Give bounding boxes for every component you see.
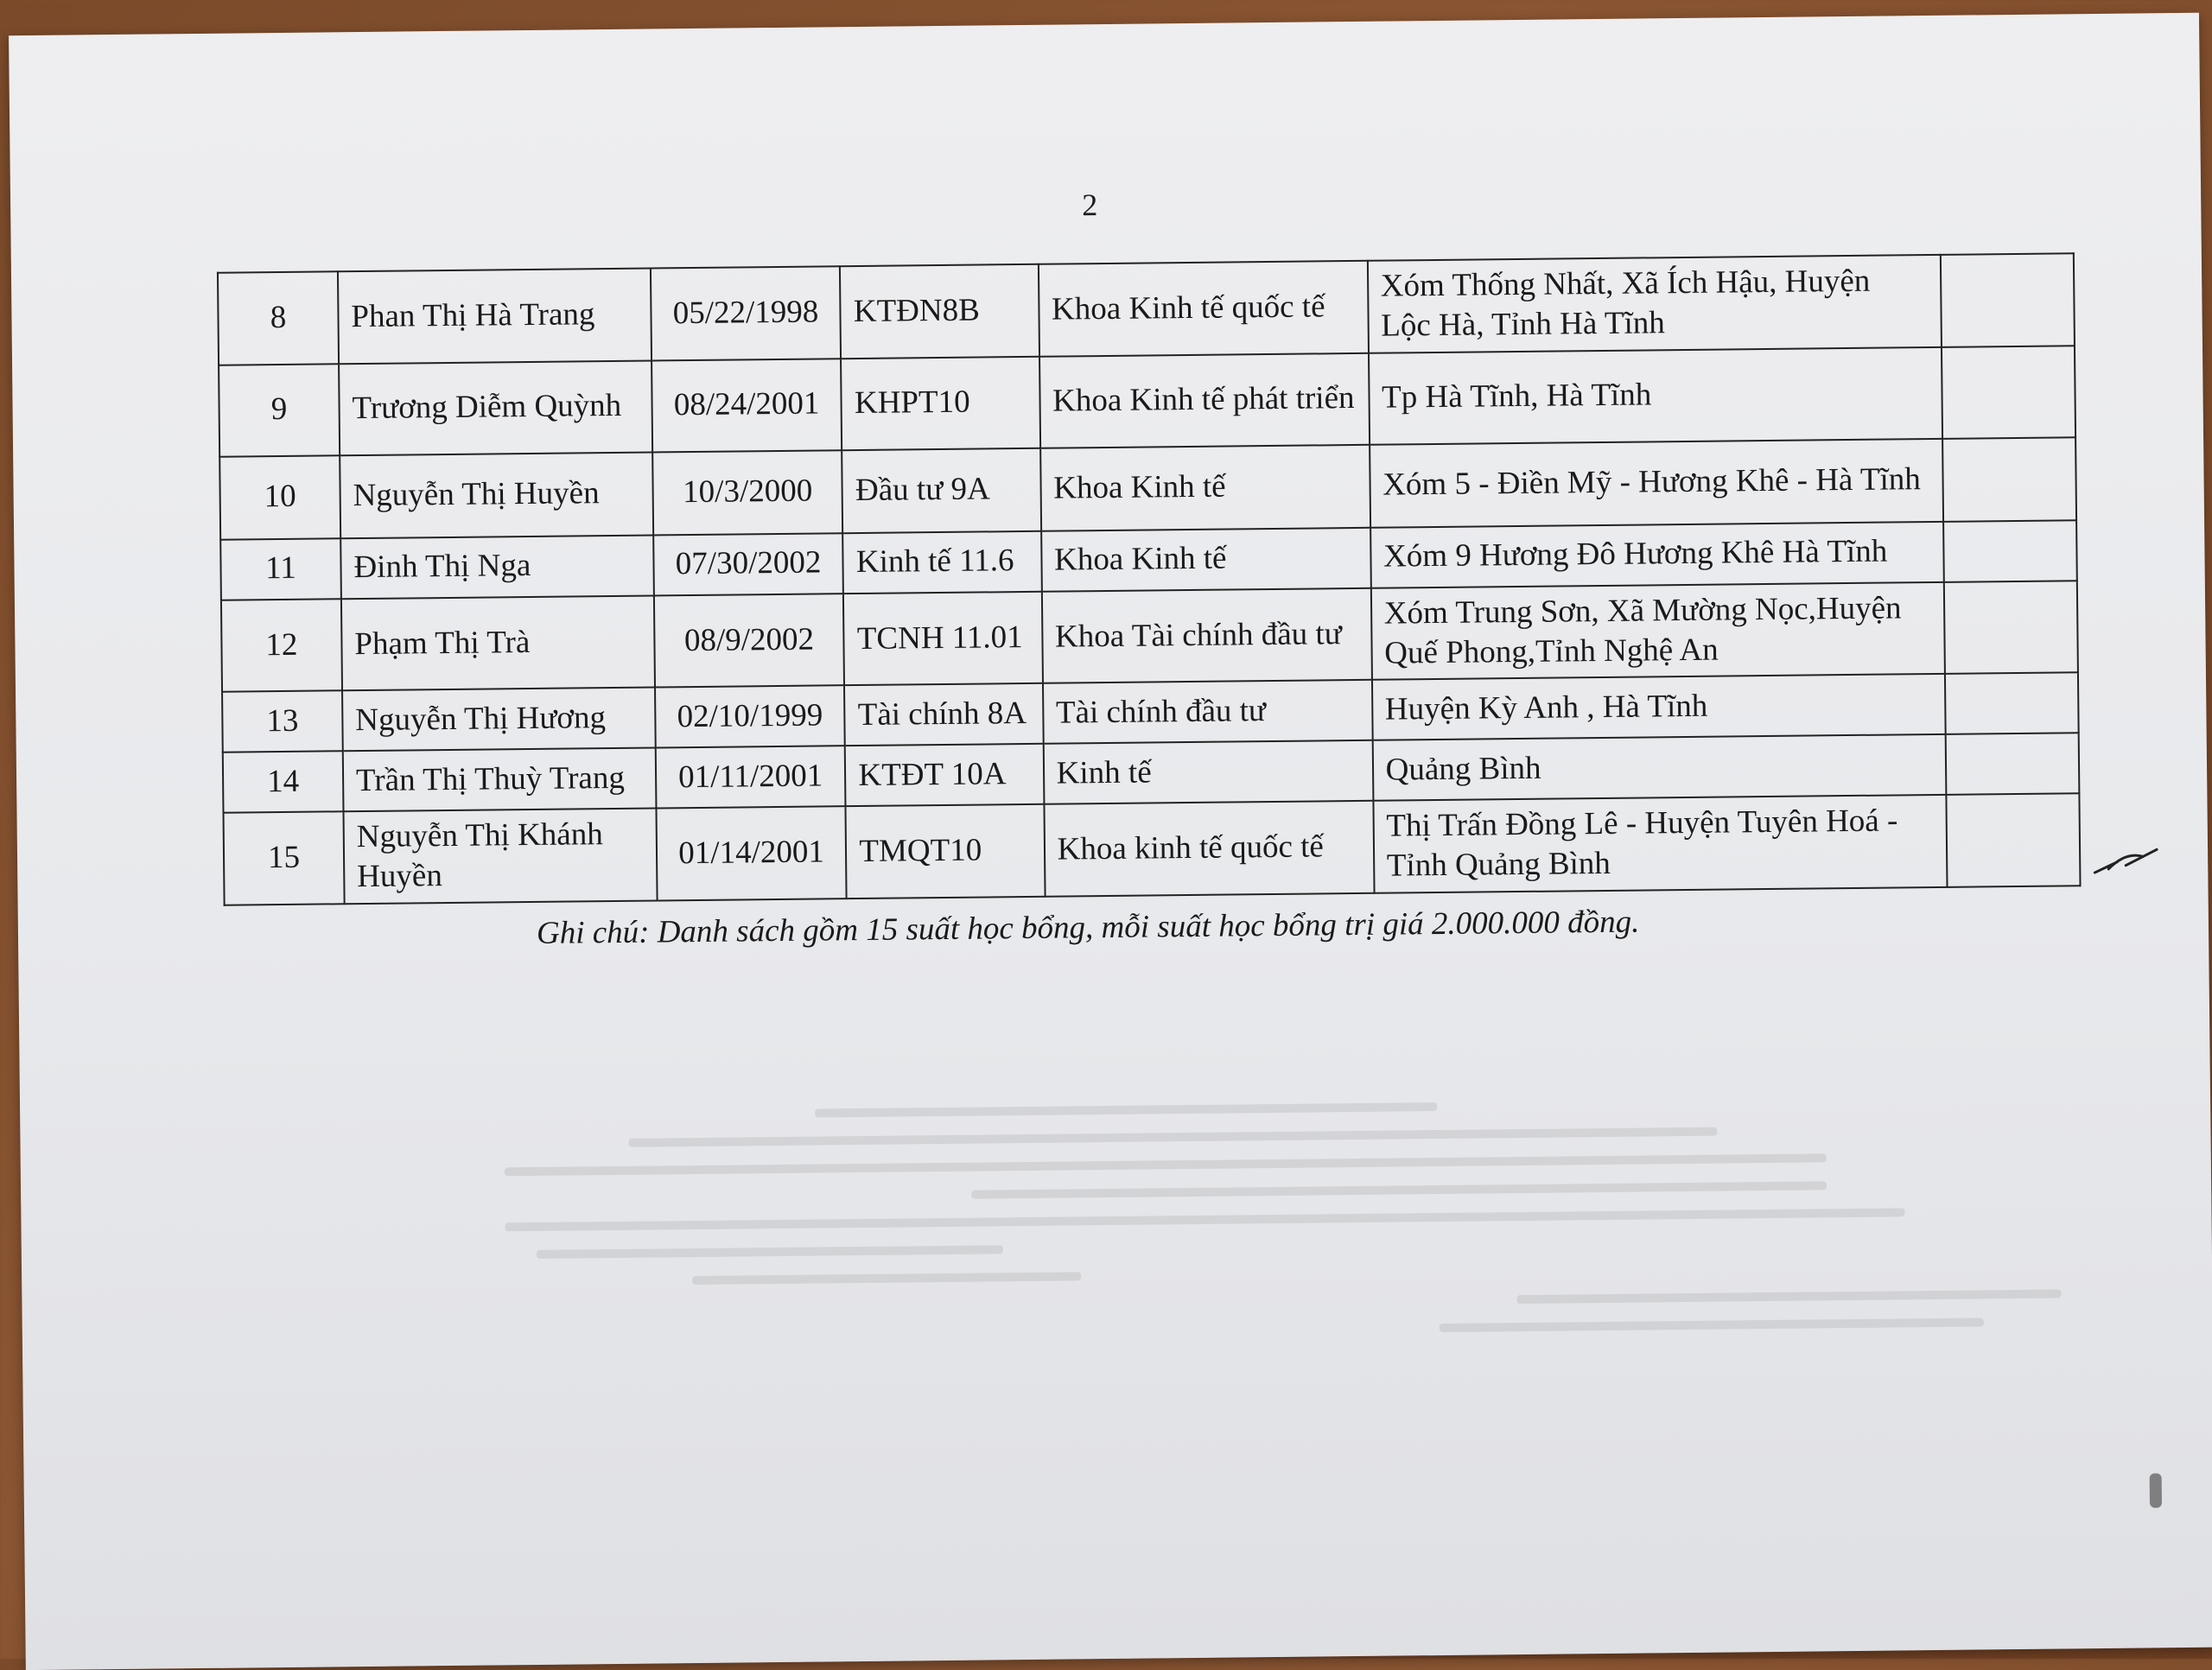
faculty: Khoa Kinh tế [1040, 444, 1370, 530]
notes-cell [1945, 672, 2079, 734]
student-name: Nguyễn Thị Hương [342, 687, 656, 751]
bleed-through-text [504, 1076, 2063, 1525]
student-name: Trần Thị Thuỳ Trang [343, 747, 657, 811]
class-code: Tài chính 8A [844, 683, 1043, 746]
student-name: Nguyễn Thị Huyền [340, 452, 653, 538]
faculty: Khoa Kinh tế phát triển [1039, 352, 1370, 448]
faculty: Khoa Kinh tế quốc tế [1039, 261, 1369, 356]
notes-cell [1942, 346, 2075, 439]
student-name: Nguyễn Thị Khánh Huyền [343, 808, 657, 903]
address: Huyện Kỳ Anh , Hà Tĩnh [1372, 674, 1946, 740]
student-name: Trương Diễm Quỳnh [339, 360, 652, 455]
address: Tp Hà Tĩnh, Hà Tĩnh [1369, 346, 1942, 444]
notes-cell [1946, 793, 2080, 886]
row-number: 13 [222, 690, 343, 752]
class-code: Kinh tế 11.6 [843, 530, 1042, 593]
student-name: Phan Thị Hà Trang [338, 269, 652, 364]
paper-page [9, 13, 2212, 1670]
date-of-birth: 08/9/2002 [654, 594, 845, 688]
notes-cell [1942, 437, 2076, 522]
student-name: Đinh Thị Nga [340, 535, 654, 599]
date-of-birth: 10/3/2000 [652, 450, 843, 535]
class-code: KHPT10 [841, 356, 1039, 449]
faculty: Khoa Kinh tế [1041, 527, 1371, 591]
address: Thị Trấn Đồng Lê - Huyện Tuyên Hoá - Tỉnh Quảng Bình [1373, 795, 1947, 892]
date-of-birth: 07/30/2002 [653, 533, 843, 595]
faculty: Khoa kinh tế quốc tế [1044, 801, 1374, 896]
class-code: Đầu tư 9A [842, 448, 1041, 532]
date-of-birth: 01/14/2001 [656, 806, 847, 900]
signature-mark [2091, 842, 2160, 878]
row-number: 9 [219, 364, 340, 456]
row-number: 11 [220, 538, 341, 600]
binder-clip [2150, 1473, 2162, 1508]
date-of-birth: 08/24/2001 [652, 359, 842, 452]
row-number: 10 [219, 455, 340, 539]
address: Xóm 9 Hương Đô Hương Khê Hà Tĩnh [1370, 521, 1944, 587]
row-number: 15 [224, 811, 345, 905]
notes-cell [1943, 520, 2077, 582]
notes-cell [1941, 253, 2075, 346]
class-code: KTĐT 10A [845, 744, 1044, 806]
faculty: Tài chính đầu tư [1043, 680, 1373, 744]
faculty: Kinh tế [1043, 740, 1373, 804]
address: Xóm Trung Sơn, Xã Mường Nọc,Huyện Quế Phong,Tỉnh Nghệ An [1370, 581, 1944, 679]
notes-cell [1945, 733, 2079, 795]
notes-cell [1944, 581, 2078, 674]
class-code: KTĐN8B [840, 264, 1039, 359]
table-body [218, 253, 2081, 905]
date-of-birth: 01/11/2001 [655, 746, 845, 808]
date-of-birth: 05/22/1998 [651, 266, 842, 360]
scholarship-table [217, 252, 2082, 905]
student-name: Phạm Thị Trà [341, 595, 655, 690]
address: Xóm 5 - Điền Mỹ - Hương Khê - Hà Tĩnh [1370, 438, 1943, 527]
row-number: 8 [218, 271, 339, 365]
page-number: 2 [1081, 187, 1098, 223]
faculty: Khoa Tài chính đầu tư [1041, 587, 1371, 683]
footnote: Ghi chú: Danh sách gồm 15 suất học bổng, mỗi suất học bổng trị giá 2.000.000 đồng. [536, 904, 1640, 951]
address: Xóm Thống Nhất, Xã Ích Hậu, Huyện Lộc Hà, Tỉnh Hà Tĩnh [1367, 255, 1941, 352]
class-code: TCNH 11.01 [843, 591, 1042, 685]
row-number: 12 [221, 599, 342, 692]
address: Quảng Bình [1372, 734, 1946, 801]
table-row [224, 793, 2081, 905]
row-number: 14 [223, 751, 344, 812]
date-of-birth: 02/10/1999 [655, 685, 845, 747]
class-code: TMQT10 [846, 804, 1045, 898]
